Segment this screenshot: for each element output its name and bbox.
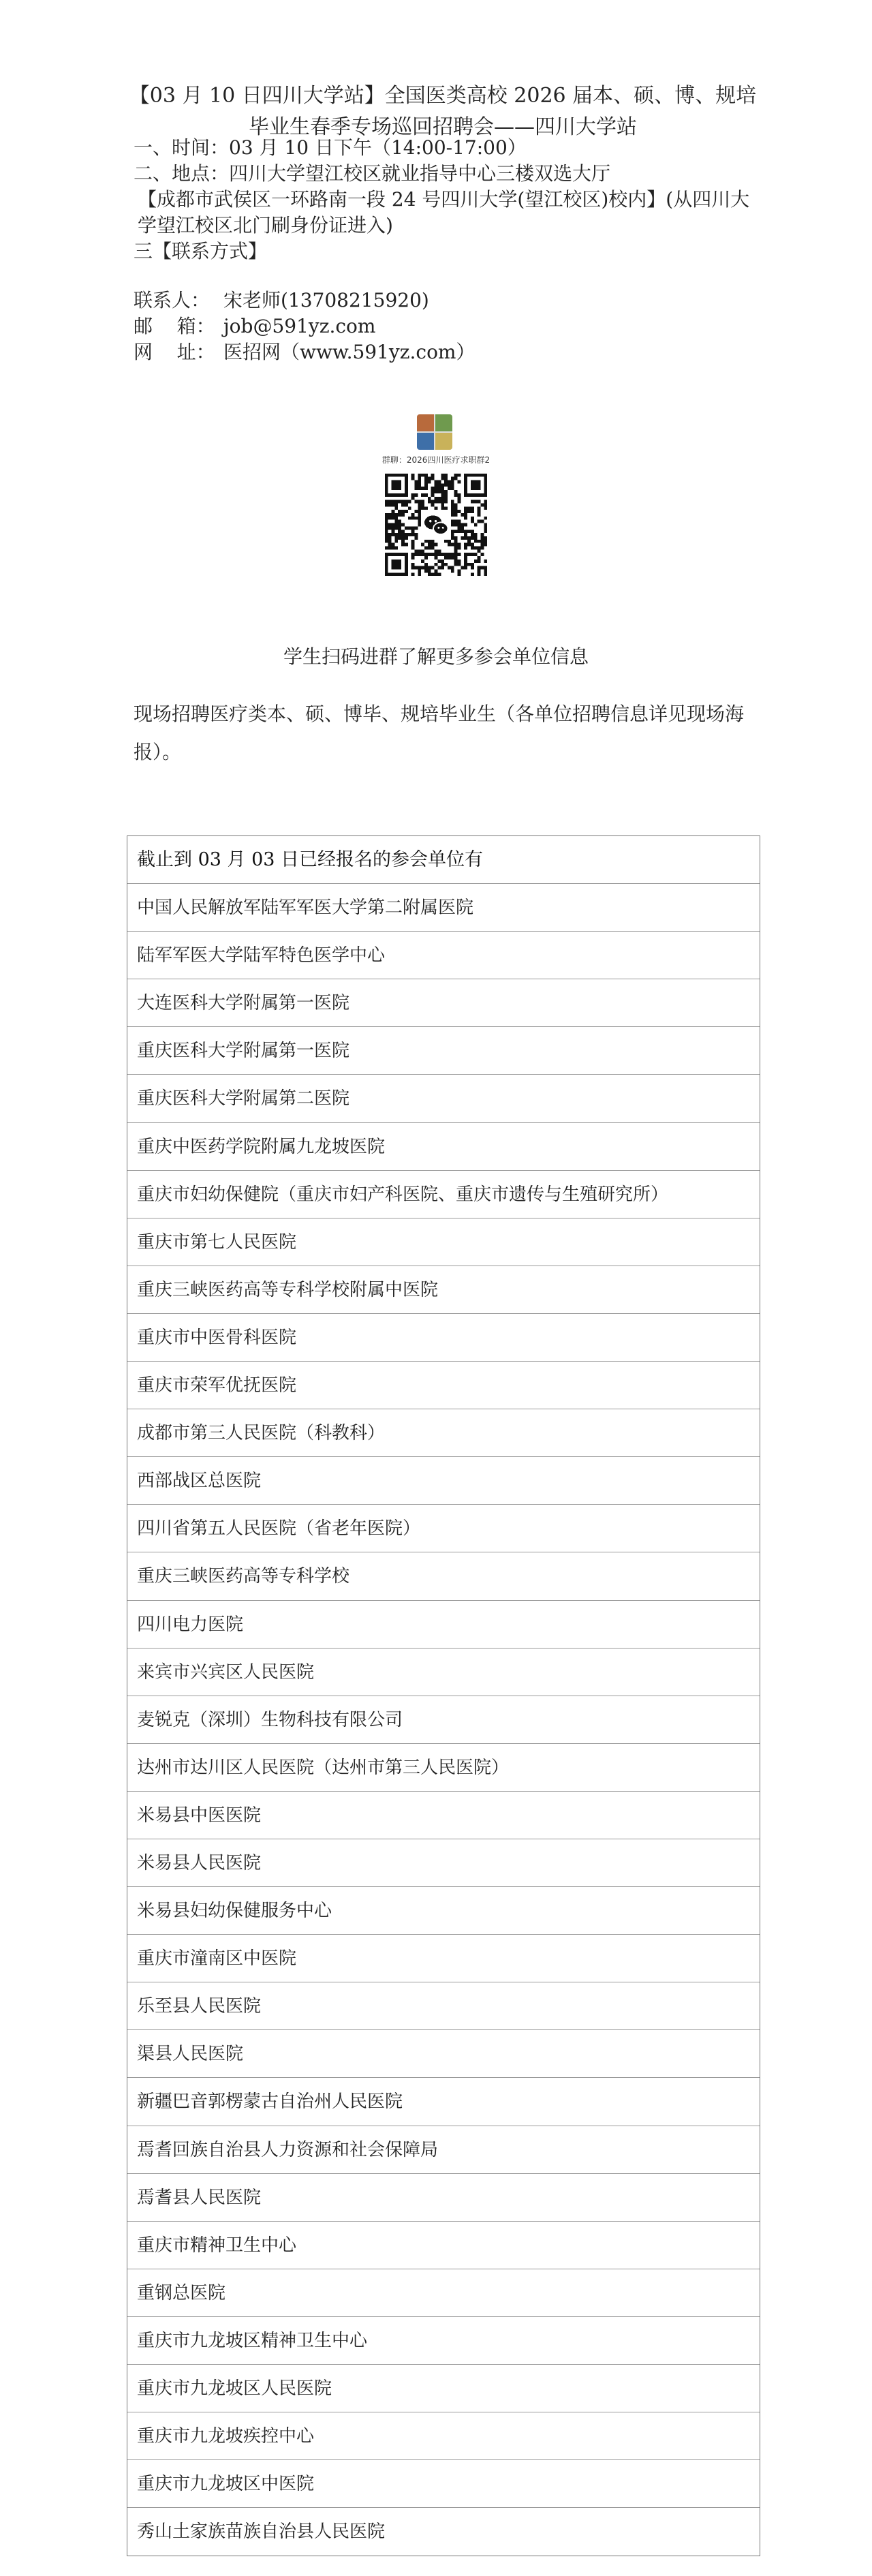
table-row: 重庆三峡医药高等专科学校: [127, 1552, 760, 1600]
table-row: 中国人民解放军陆军军医大学第二附属医院: [127, 884, 760, 932]
table-row: 重庆中医药学院附属九龙坡医院: [127, 1123, 760, 1171]
table-row: 米易县人民医院: [127, 1839, 760, 1887]
table-row: 乐至县人民医院: [127, 1982, 760, 2030]
table-row: 重庆市荣军优抚医院: [127, 1362, 760, 1409]
qr-code[interactable]: [382, 470, 490, 579]
table-row: 焉耆回族自治县人力资源和社会保障局: [127, 2126, 760, 2174]
table-row: 麦锐克（深圳）生物科技有限公司: [127, 1696, 760, 1744]
table-row: 重庆市九龙坡区精神卫生中心: [127, 2317, 760, 2365]
table-row: 重庆市九龙坡疾控中心: [127, 2412, 760, 2460]
group-name: 群聊：2026四川医疗求职群2: [382, 455, 490, 465]
table-row: 重庆市精神卫生中心: [127, 2222, 760, 2269]
table-row: 来宾市兴宾区人民医院: [127, 1649, 760, 1696]
table-row: 焉耆县人民医院: [127, 2174, 760, 2222]
table-row: 大连医科大学附属第一医院: [127, 979, 760, 1027]
contact-value: 宋老师(13708215920): [223, 289, 429, 311]
contact-row: [134, 288, 747, 313]
table-row: 重庆市妇幼保健院（重庆市妇产科医院、重庆市遗传与生殖研究所）: [127, 1171, 760, 1218]
table-row: 重庆市九龙坡区中医院: [127, 2460, 760, 2508]
contact-row: [134, 339, 747, 365]
table-row: 重庆市中医骨科医院: [127, 1314, 760, 1362]
group-avatar: [417, 414, 452, 450]
table-row: 西部战区总医院: [127, 1457, 760, 1505]
table-row: 陆军军医大学陆军特色医学中心: [127, 932, 760, 979]
event-address: 【成都市武侯区一环路南一段 24 号四川大学(望江校区)校内】(从四川大学望江校区北门刷身份证进入): [138, 188, 750, 236]
website-value[interactable]: 医招网（www.591yz.com）: [223, 341, 476, 363]
table-row: 重庆医科大学附属第二医院: [127, 1075, 760, 1122]
recruitment-description: 现场招聘医疗类本、硕、博毕、规培毕业生（各单位招聘信息详见现场海报）。: [134, 703, 745, 763]
table-row: 重庆医科大学附属第一医院: [127, 1027, 760, 1075]
table-row: 新疆巴音郭楞蒙古自治州人民医院: [127, 2078, 760, 2126]
title-line-2: 毕业生春季专场巡回招聘会——四川大学站: [249, 115, 637, 139]
table-row: 重钢总医院: [127, 2269, 760, 2317]
contact-list: [134, 288, 747, 365]
table-row: 成都市第三人民医院（科教科）: [127, 1409, 760, 1457]
employer-table: [127, 835, 760, 2556]
event-place: 二、地点：四川大学望江校区就业指导中心三楼双选大厅: [134, 162, 611, 185]
table-row: 四川电力医院: [127, 1601, 760, 1649]
page-title: [109, 80, 777, 143]
table-row: 秀山土家族苗族自治县人民医院: [137, 2521, 386, 2543]
table-row: 重庆三峡医药高等专科学校附属中医院: [127, 1266, 760, 1314]
table-row: 重庆市潼南区中医院: [127, 1935, 760, 1982]
email-key: 邮 箱：: [134, 315, 215, 337]
email-value[interactable]: job@591yz.com: [223, 315, 376, 337]
table-header: 截止到 03 月 03 日已经报名的参会单位有: [127, 836, 760, 884]
table-row: 渠县人民医院: [127, 2030, 760, 2078]
table-row: 达州市达川区人民医院（达州市第三人民医院）: [127, 1744, 760, 1792]
table-row: 四川省第五人民医院（省老年医院）: [127, 1505, 760, 1552]
title-line-1: 【03 月 10 日四川大学站】全国医类高校 2026 届本、硕、博、规培: [129, 84, 757, 108]
contact-row: [134, 313, 747, 339]
contact-key: 联系人：: [134, 289, 211, 311]
table-row: 重庆市九龙坡区人民医院: [127, 2365, 760, 2412]
qr-card: [300, 409, 572, 620]
table-row: 重庆市第七人民医院: [127, 1218, 760, 1266]
table-row: 米易县中医医院: [127, 1792, 760, 1839]
event-time: 一、时间：03 月 10 日下午（14:00-17:00）: [134, 136, 527, 159]
website-key: 网 址：: [134, 341, 215, 363]
event-info: [134, 135, 767, 264]
contact-heading: 三【联系方式】: [134, 240, 268, 262]
scan-instruction: 学生扫码进群了解更多参会单位信息: [283, 645, 589, 668]
table-row: 米易县妇幼保健服务中心: [127, 1887, 760, 1935]
